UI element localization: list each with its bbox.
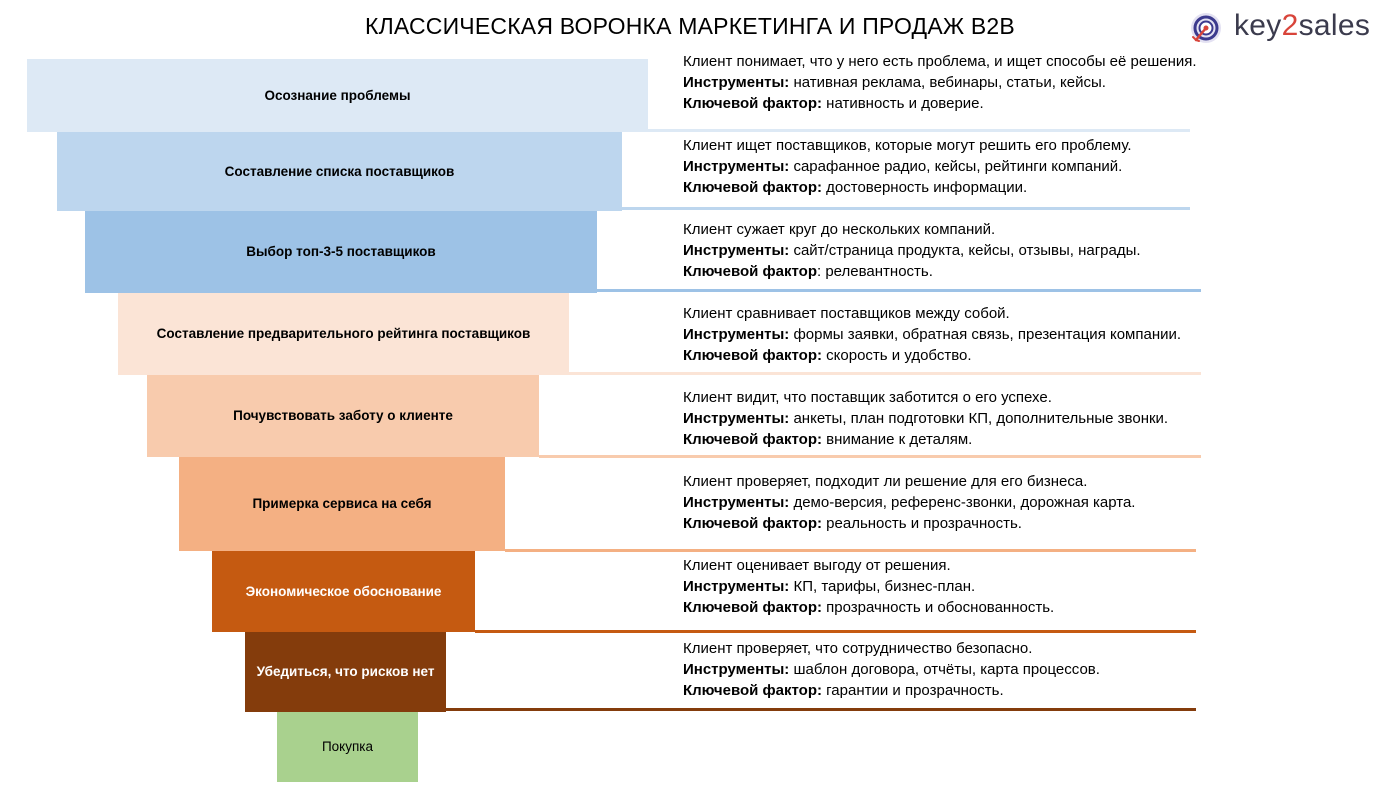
tools-label: Инструменты: bbox=[683, 578, 790, 595]
stage-description-customer-care bbox=[683, 387, 1243, 450]
logo-part-key: key bbox=[1234, 9, 1282, 42]
stage-description-awareness bbox=[683, 51, 1243, 114]
stage-label: Осознание проблемы bbox=[264, 87, 411, 103]
tools-line bbox=[683, 156, 1243, 177]
stage-description-vendor-list bbox=[683, 135, 1243, 198]
description-line: Клиент проверяет, что сотрудничество безопасно. bbox=[683, 640, 1033, 657]
key-factor-line bbox=[683, 261, 1243, 282]
tools-text: КП, тарифы, бизнес-план. bbox=[789, 578, 976, 595]
separator-line bbox=[475, 630, 1196, 633]
key-factor-line bbox=[683, 513, 1243, 534]
stage-customer-care bbox=[147, 375, 539, 457]
key-factor-text: реальность и прозрачность. bbox=[822, 515, 1022, 532]
key-factor-label: Ключевой фактор: bbox=[683, 431, 822, 448]
key-factor-text: скорость и удобство. bbox=[822, 347, 972, 364]
key-factor-line bbox=[683, 93, 1243, 114]
key-factor-line bbox=[683, 680, 1243, 701]
logo-part-2: 2 bbox=[1281, 9, 1299, 42]
logo[interactable] bbox=[1188, 7, 1378, 47]
stage-risk-check bbox=[245, 632, 446, 712]
tools-line bbox=[683, 492, 1243, 513]
stage-shortlist bbox=[85, 211, 597, 293]
tools-text: анкеты, план подготовки КП, дополнительные звонки. bbox=[789, 410, 1169, 427]
stage-trial bbox=[179, 457, 505, 551]
key-factor-text: достоверность информации. bbox=[822, 179, 1028, 196]
description-line: Клиент сужает круг до нескольких компаний. bbox=[683, 221, 996, 238]
tools-label: Инструменты: bbox=[683, 242, 790, 259]
stage-awareness bbox=[27, 59, 648, 132]
stage-label: Составление предварительного рейтинга поставщиков bbox=[156, 326, 531, 341]
stage-preliminary-rating bbox=[118, 293, 569, 375]
tools-label: Инструменты: bbox=[683, 326, 790, 343]
target-icon bbox=[1188, 9, 1228, 49]
stage-label: Покупка bbox=[321, 739, 374, 754]
tools-label: Инструменты: bbox=[683, 74, 790, 91]
description-line: Клиент сравнивает поставщиков между собой. bbox=[683, 305, 1010, 322]
stage-description-preliminary-rating bbox=[683, 303, 1243, 366]
tools-text: шаблон договора, отчёты, карта процессов. bbox=[789, 661, 1100, 678]
tools-line bbox=[683, 324, 1243, 345]
key-factor-text: прозрачность и обоснованность. bbox=[822, 599, 1055, 616]
separator-line bbox=[539, 455, 1201, 458]
stage-description-trial bbox=[683, 471, 1243, 534]
key-factor-label: Ключевой фактор: bbox=[683, 682, 822, 699]
key-factor-line bbox=[683, 345, 1243, 366]
tools-line bbox=[683, 240, 1243, 261]
tools-line bbox=[683, 659, 1243, 680]
stage-label: Экономическое обоснование bbox=[245, 583, 442, 599]
key-factor-label: Ключевой фактор bbox=[683, 263, 817, 280]
stage-description-business-case bbox=[683, 555, 1243, 618]
tools-label: Инструменты: bbox=[683, 410, 790, 427]
key-factor-label: Ключевой фактор: bbox=[683, 347, 822, 364]
stage-business-case bbox=[212, 551, 475, 632]
key-factor-label: Ключевой фактор: bbox=[683, 599, 822, 616]
tools-text: сайт/страница продукта, кейсы, отзывы, награды. bbox=[789, 242, 1141, 259]
description-line: Клиент оценивает выгоду от решения. bbox=[683, 557, 951, 574]
logo-text bbox=[1234, 7, 1370, 45]
separator-line bbox=[569, 372, 1201, 375]
tools-text: сарафанное радио, кейсы, рейтинги компаний. bbox=[789, 158, 1123, 175]
tools-text: демо-версия, референс-звонки, дорожная карта. bbox=[789, 494, 1136, 511]
stage-label: Почувствовать заботу о клиенте bbox=[233, 408, 453, 423]
key-factor-text: внимание к деталям. bbox=[822, 431, 973, 448]
stage-description-risk-check bbox=[683, 638, 1243, 701]
tools-label: Инструменты: bbox=[683, 661, 790, 678]
tools-text: формы заявки, обратная связь, презентация компании. bbox=[789, 326, 1182, 343]
key-factor-line bbox=[683, 597, 1243, 618]
key-factor-text: : релевантность. bbox=[817, 263, 933, 280]
separator-line bbox=[597, 289, 1201, 292]
description-line: Клиент ищет поставщиков, которые могут решить его проблему. bbox=[683, 137, 1132, 154]
key-factor-text: гарантии и прозрачность. bbox=[822, 682, 1004, 699]
separator-line bbox=[648, 129, 1190, 132]
stage-label: Убедиться, что рисков нет bbox=[256, 664, 435, 679]
stage-purchase bbox=[277, 712, 418, 782]
key-factor-label: Ключевой фактор: bbox=[683, 179, 822, 196]
key-factor-line bbox=[683, 429, 1243, 450]
tools-label: Инструменты: bbox=[683, 158, 790, 175]
page-title: КЛАССИЧЕСКАЯ ВОРОНКА МАРКЕТИНГА И ПРОДАЖ B2B bbox=[365, 13, 1015, 39]
separator-line bbox=[505, 549, 1196, 552]
logo-part-sales: sales bbox=[1298, 9, 1371, 42]
key-factor-label: Ключевой фактор: bbox=[683, 515, 822, 532]
tools-line bbox=[683, 408, 1243, 429]
key-factor-label: Ключевой фактор: bbox=[683, 95, 822, 112]
tools-line bbox=[683, 72, 1243, 93]
stage-label: Составление списка поставщиков bbox=[224, 163, 455, 179]
tools-label: Инструменты: bbox=[683, 494, 790, 511]
stage-vendor-list bbox=[57, 132, 622, 211]
description-line: Клиент понимает, что у него есть проблема, и ищет способы её решения. bbox=[683, 53, 1197, 70]
description-line: Клиент проверяет, подходит ли решение для его бизнеса. bbox=[683, 473, 1088, 490]
key-factor-line bbox=[683, 177, 1243, 198]
tools-line bbox=[683, 576, 1243, 597]
stage-label: Примерка сервиса на себя bbox=[252, 496, 432, 511]
stage-label: Выбор топ-3-5 поставщиков bbox=[246, 244, 436, 259]
stage-description-shortlist bbox=[683, 219, 1243, 282]
tools-text: нативная реклама, вебинары, статьи, кейсы. bbox=[789, 74, 1106, 91]
key-factor-text: нативность и доверие. bbox=[822, 95, 984, 112]
separator-line bbox=[446, 708, 1196, 711]
description-line: Клиент видит, что поставщик заботится о его успехе. bbox=[683, 389, 1052, 406]
separator-line bbox=[622, 207, 1190, 210]
